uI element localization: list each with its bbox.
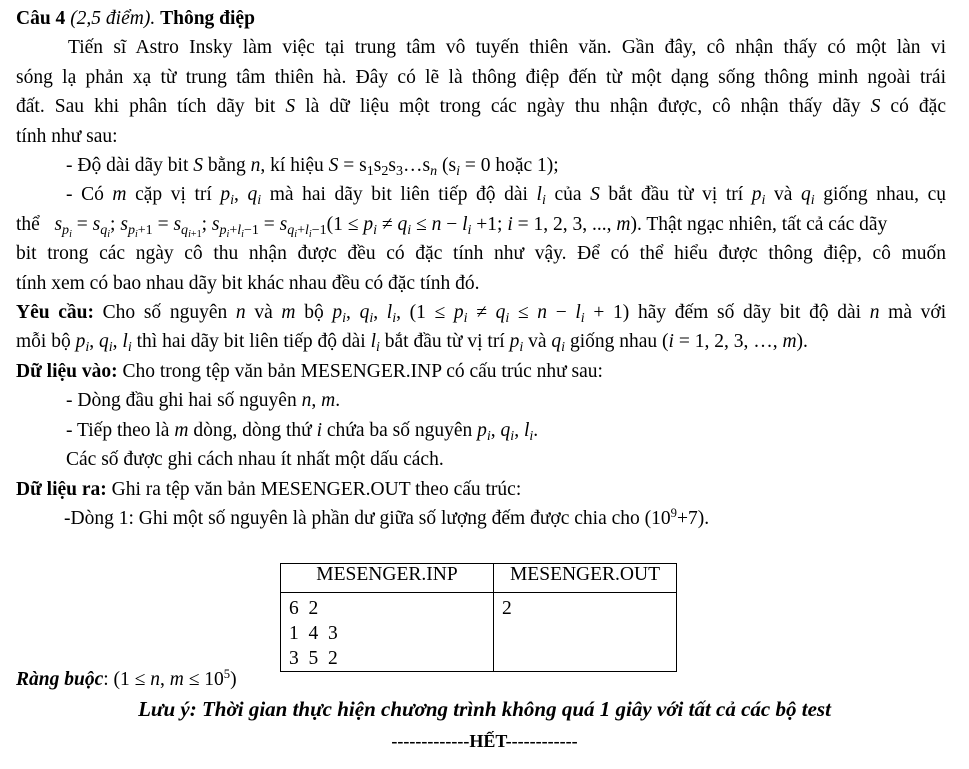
example-output-cell	[494, 593, 677, 672]
example-input-line: 6 2	[289, 598, 319, 619]
pair-equality-formula: $s_{p_i} = s_{q_i}$; $s_{p_i+1} = s_{q_{i+1}}$; $s_{p_i+l_i-1} = s_{q_i+l_i-1}(1 \le p_i \ne q_i \le n - l_i +1$; i = 1, 2, 3, ..., m)	[54, 213, 637, 241]
intro-line-count: tính xem có bao nhau dãy bit khác nhau đều có đặc tính đó.	[16, 272, 480, 294]
example-input-cell	[281, 593, 494, 672]
example-output-line: 2	[502, 598, 512, 619]
example-input-line: 3 5 2	[289, 648, 338, 669]
intro-line-2: sóng lạ phản xạ từ trung tâm thiên hà. Đây có lẽ là thông điệp đến từ một dạng sống thông minh ngoài trái	[16, 66, 946, 88]
input-spec-line-3: Các số được ghi cách nhau ít nhất một dấu cách.	[66, 449, 444, 471]
intro-line-1: Tiến sĩ Astro Insky làm việc tại trung tâm vô tuyến thiên văn. Gần đây, cô nhận thấy có một làn vi	[68, 37, 946, 59]
requirement-line-2: mỗi bộ $p_i$, $q_i$, $l_i$ thì hai dãy bit liên tiếp độ dài $l_i$ bắt đầu từ vị trí $p_i$ và $q_i$ giống nhau (i = 1, 2, 3, …, m).	[16, 331, 808, 356]
input-spec-line-2: - Tiếp theo là m dòng, dòng thứ i chứa ba số nguyên $p_i$, $q_i$, $l_i$.	[66, 419, 539, 444]
constraint-line: Ràng buộc: (1 ≤ n, $m \le 10^5$)	[16, 667, 237, 690]
example-header-output: MESENGER.OUT	[494, 564, 677, 593]
input-spec-heading: Dữ liệu vào: Cho trong tệp văn bản MESENGER.INP có cấu trúc như sau:	[16, 360, 603, 382]
bullet-pairs-formula-line: thể $s_{p_i} = s_{q_i}$; $s_{p_i+1} = s_{q_{i+1}}$; $s_{p_i+l_i-1} = s_{q_i+l_i-1}(1 \le p_i \ne q_i \le n - l_i +1$; i = 1, 2, 3, ..., m). Thật ngạc nhiên, tất cả các dãy	[16, 213, 888, 241]
example-table	[280, 563, 677, 672]
intro-line-4: tính như sau:	[16, 125, 118, 147]
question-heading: Câu 4 (2,5 điểm). Thông điệp	[16, 8, 255, 29]
example-input-line: 1 4 3	[289, 623, 338, 644]
problem-statement	[16, 4, 946, 533]
requirement-line-1: Yêu cầu: Cho số nguyên n và m bộ $p_i$, $q_i$, $l_i$, $(1 \le p_i \ne q_i \le n - l_i + 1)$ hãy đếm số dãy bit độ dài n mà với	[16, 302, 947, 327]
example-header-input: MESENGER.INP	[281, 564, 494, 593]
output-spec-line-1: -Dòng 1: Ghi một số nguyên là phần dư giữa số lượng đếm được chia cho $(10^9+7)$.	[64, 505, 710, 529]
intro-line-bits: bit trong các ngày cô thu nhận được đều có đặc tính như vậy. Để có thể hiểu được thông điệp, cô muốn	[16, 243, 946, 265]
intro-line-3: đất. Sau khi phân tích dãy bit S là dữ liệu một trong các ngày thu nhận được, cô nhận thấy dãy S có đặc	[16, 96, 946, 118]
time-limit-note: Lưu ý: Thời gian thực hiện chương trình không quá 1 giây với tất cả các bộ test	[138, 697, 831, 721]
bullet-length: - Độ dài dãy bit S bằng n, kí hiệu $S = s_1s_2s_3\dots s_n$ ($s_i = 0$ hoặc 1);	[66, 155, 559, 180]
output-spec-heading: Dữ liệu ra: Ghi ra tệp văn bản MESENGER.OUT theo cấu trúc:	[16, 478, 522, 500]
end-marker: -------------HẾT------------	[391, 731, 578, 751]
input-spec-line-1: - Dòng đầu ghi hai số nguyên n, m.	[66, 390, 341, 412]
bullet-pairs: - Có m cặp vị trí $p_i$, $q_i$ mà hai dãy bit liên tiếp độ dài $l_i$ của S bắt đầu từ vị trí $p_i$ và $q_i$ giống nhau, cụ	[66, 184, 946, 209]
